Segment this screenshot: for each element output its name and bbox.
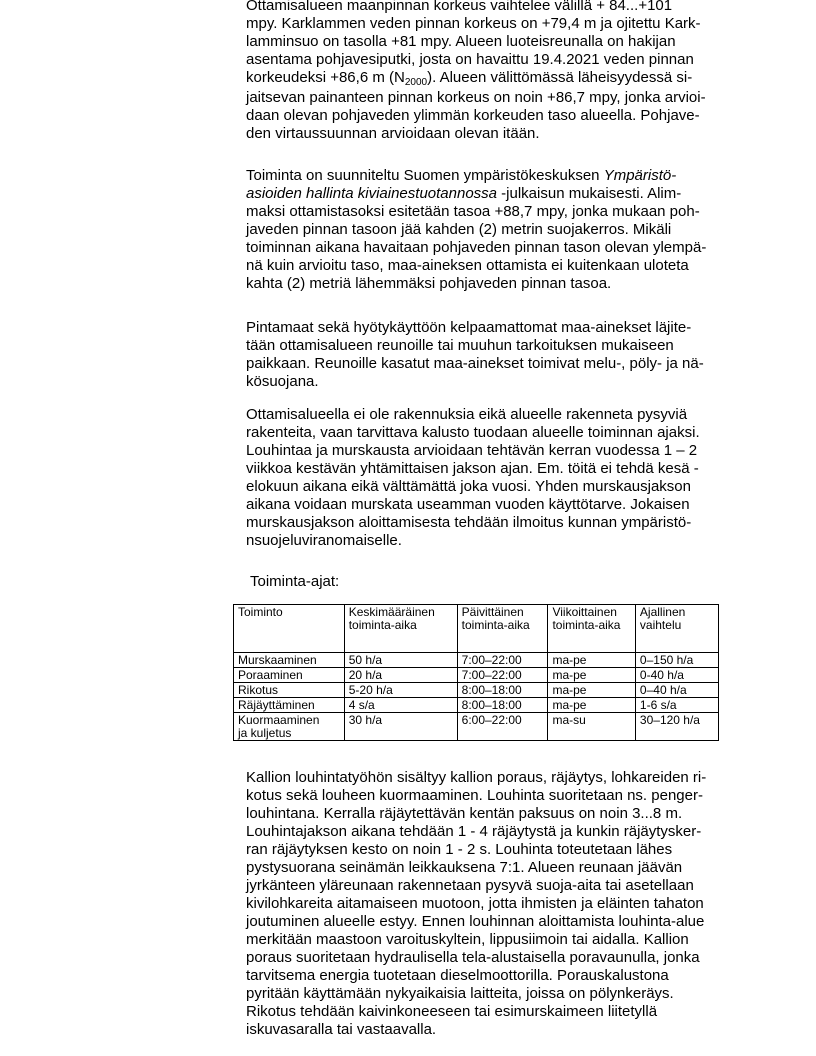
cell-text: toiminta-aika	[461, 618, 530, 632]
cell-text: 8:00–18:00	[461, 683, 522, 697]
table-cell	[344, 653, 457, 668]
cell-text: 30–120 h/a	[639, 713, 700, 727]
table-row	[234, 683, 719, 698]
cell-text: ma-pe	[552, 653, 587, 667]
cell-text: Toiminto	[238, 605, 283, 619]
table-cell	[635, 683, 718, 698]
paragraph-extraction-level	[246, 167, 738, 293]
text-line: Ottamisalueella ei ole rakennuksia eikä alueelle rakenneta pysyviä	[246, 406, 688, 423]
text-line: elokuun aikana eikä välttämättä joka vuosi. Yhden murskausjakson	[246, 478, 691, 495]
text-line: jyrkänteen yläreunaan rakennetaan pysyvä suoja-aita tai asetellaan	[246, 877, 694, 894]
text-line: lamminsuo on tasolla +81 mpy. Alueen luoteisreunalla on hakijan	[246, 33, 676, 50]
cell-text: ma-su	[552, 713, 586, 727]
text-run: ). Alueen välittömässä läheisyydessä si-	[427, 69, 693, 86]
text-line: Louhintaa ja murskausta arvioidaan tehtävän kerran vuodessa 1 – 2	[246, 442, 698, 459]
cell-text: Päivittäinen	[461, 605, 524, 619]
text-line: kösuojana.	[246, 373, 319, 390]
paragraph-operations	[246, 406, 738, 550]
table-cell	[457, 713, 548, 741]
text-line: poraus suoritetaan hydraulisella tela-alustaisella poravaunulla, jonka	[246, 949, 700, 966]
cell-text: Viikoittainen	[552, 605, 617, 619]
cell-text: 0–40 h/a	[639, 683, 687, 697]
text-line: nsuojeluviranomaiselle.	[246, 532, 402, 549]
subscript-run: 2000	[404, 77, 428, 88]
table-cell	[234, 683, 345, 698]
text-run: korkeudeksi +86,6 m (N	[246, 69, 405, 86]
italic-title-run: Ympäristö-	[603, 167, 677, 184]
table-cell	[457, 668, 548, 683]
text-line: joutuminen alueelle estyy. Ennen louhinnan aloittamista louhinta-alue	[246, 913, 705, 930]
text-line: tarvitsema energia tuotetaan dieselmoottorilla. Porauskalustona	[246, 967, 669, 984]
text-line: ran räjäytyksen kesto on noin 1 - 2 s. Louhinta toteutetaan lähes	[246, 841, 673, 858]
cell-text: vaihtelu	[639, 618, 682, 632]
text-line: tään ottamisalueen reunoille tai muuhun tarkoituksen mukaiseen	[246, 337, 674, 354]
text-line: kotus sekä louheen kuormaaminen. Louhinta suoritetaan ns. penger-	[246, 787, 703, 804]
cell-text: 0–150 h/a	[639, 653, 694, 667]
text-line: Rikotus tehdään kaivinkoneeseen tai esimurskaimeen liitetyllä	[246, 1003, 658, 1020]
paragraph-groundwater-levels	[246, 0, 738, 143]
cell-text: Räjäyttäminen	[238, 698, 315, 712]
text-run: Toiminta on suunniteltu Suomen ympäristökeskuksen	[246, 167, 604, 184]
table-cell	[457, 698, 548, 713]
italic-title-run: asioiden hallinta kiviainestuotannossa	[246, 185, 498, 202]
text-line: nä kuin arvioitu taso, maa-aineksen ottamista ei kuitenkaan uloteta	[246, 257, 689, 274]
column-header	[548, 605, 635, 653]
cell-text: 4 s/a	[348, 698, 375, 712]
cell-text: Ajallinen	[639, 605, 686, 619]
cell-text: toiminta-aika	[348, 618, 417, 632]
text-line: maksi ottamistasoksi esitetään tasoa +88,7 mpy, jonka mukaan poh-	[246, 203, 700, 220]
table-cell	[457, 653, 548, 668]
cell-text: 0-40 h/a	[639, 668, 684, 682]
text-line: rakenteita, vaan tarvittava kalusto tuodaan alueelle toiminnan ajaksi.	[246, 424, 700, 441]
text-line: pystysuorana seinämän leikkauksena 7:1. Alueen reunaan jäävän	[246, 859, 683, 876]
cell-text: 8:00–18:00	[461, 698, 522, 712]
text-line: jaitsevan painanteen pinnan korkeus on noin +86,7 mpy, jonka arvioi-	[246, 89, 706, 106]
cell-text: ma-pe	[552, 668, 587, 682]
text-line: paikkaan. Reunoille kasatut maa-ainekset toimivat melu-, pöly- ja nä-	[246, 355, 704, 372]
text-line: den virtaussuunnan arvioidaan olevan itään.	[246, 125, 540, 142]
text-line: daan olevan pohjaveden ylimmän korkeuden taso alueella. Pohjave-	[246, 107, 700, 124]
table-cell	[635, 653, 718, 668]
text-line: murskausjakson aloittamisesta tehdään ilmoitus kunnan ympäristö-	[246, 514, 692, 531]
column-header	[234, 605, 345, 653]
text-line: Ottamisalueen maanpinnan korkeus vaihtelee välillä + 84...+101	[246, 0, 673, 14]
text-line	[246, 69, 738, 89]
table-cell	[635, 713, 718, 741]
cell-text: 20 h/a	[348, 668, 383, 682]
cell-text: 1-6 s/a	[639, 698, 677, 712]
cell-text: Poraaminen	[238, 668, 303, 682]
text-line	[246, 185, 738, 203]
cell-text: ma-pe	[552, 683, 587, 697]
column-header	[635, 605, 718, 653]
text-line: merkitään maastoon varoituskyltein, lippusiimoin tai aidalla. Kallion	[246, 931, 689, 948]
table-row	[234, 653, 719, 668]
table-cell	[548, 683, 635, 698]
table-cell	[548, 713, 635, 741]
cell-text: Keskimääräinen	[348, 605, 435, 619]
table-header-row	[234, 605, 719, 653]
cell-text: 7:00–22:00	[461, 668, 522, 682]
cell-text: 30 h/a	[348, 713, 383, 727]
table-body	[234, 653, 719, 741]
table-cell	[234, 713, 345, 741]
paragraph-topsoil	[246, 319, 738, 391]
table-cell	[548, 653, 635, 668]
text-line: kivilohkareita aitamaiseen muotoon, jotta ihmisten ja eläinten tahaton	[246, 895, 704, 912]
table-cell	[548, 668, 635, 683]
text-line: louhintana. Kerralla räjäytettävän kentän paksuus on noin 3...8 m.	[246, 805, 683, 822]
cell-text: 50 h/a	[348, 653, 383, 667]
cell-text: ja kuljetus	[238, 726, 292, 740]
cell-text: Rikotus	[238, 683, 279, 697]
table-row	[234, 668, 719, 683]
text-line: pyritään käyttämään nykyaikaisia laitteita, joissa on pölynkeräys.	[246, 985, 674, 1002]
text-line: mpy. Karklammen veden pinnan korkeus on +79,4 m ja ojitettu Kark-	[246, 15, 701, 32]
text-line: viikkoa kestävän yhtämittaisen jakson ajan. Em. töitä ei tehdä kesä -	[246, 460, 699, 477]
table-cell	[457, 683, 548, 698]
text-line	[246, 167, 738, 185]
text-line: Pintamaat sekä hyötykäyttöön kelpaamattomat maa-ainekset läjite-	[246, 319, 692, 336]
text-line: asentama pohjavesiputki, josta on havaittu 19.4.2021 veden pinnan	[246, 51, 694, 68]
table-cell	[234, 668, 345, 683]
table-cell	[344, 698, 457, 713]
table-cell	[344, 683, 457, 698]
operating-hours-table	[233, 604, 719, 741]
table-cell	[548, 698, 635, 713]
text-line: javeden pinnan tasoon jää kahden (2) metrin suojakerros. Mikäli	[246, 221, 672, 238]
cell-text: 7:00–22:00	[461, 653, 522, 667]
text-line: Louhintajakson aikana tehdään 1 - 4 räjäytystä ja kunkin räjäytysker-	[246, 823, 702, 840]
text-line: kahta (2) metriä lähemmäksi pohjaveden pinnan tasoa.	[246, 275, 612, 292]
text-line: aikana voidaan murskata useamman vuoden käyttötarve. Jokaisen	[246, 496, 690, 513]
table-cell	[234, 698, 345, 713]
text-run: -julkaisun mukaisesti. Alim-	[497, 185, 682, 202]
text-line: Kallion louhintatyöhön sisältyy kallion poraus, räjäytys, lohkareiden ri-	[246, 769, 707, 786]
column-header	[344, 605, 457, 653]
cell-text: 5-20 h/a	[348, 683, 393, 697]
paragraph-excavation	[246, 769, 738, 1039]
table-row	[234, 713, 719, 741]
cell-text: Kuormaaminen	[238, 713, 320, 727]
column-header	[457, 605, 548, 653]
table-row	[234, 698, 719, 713]
table-caption: Toiminta-ajat:	[250, 573, 340, 590]
table-cell	[344, 713, 457, 741]
table-cell	[344, 668, 457, 683]
table-cell	[635, 668, 718, 683]
table-cell	[234, 653, 345, 668]
cell-text: toiminta-aika	[552, 618, 621, 632]
cell-text: 6:00–22:00	[461, 713, 522, 727]
cell-text: ma-pe	[552, 698, 587, 712]
table-cell	[635, 698, 718, 713]
text-line: iskuvasaralla tai vastaavalla.	[246, 1021, 437, 1038]
text-line: toiminnan aikana havaitaan pohjaveden pinnan tason olevan ylempä-	[246, 239, 707, 256]
cell-text: Murskaaminen	[238, 653, 317, 667]
